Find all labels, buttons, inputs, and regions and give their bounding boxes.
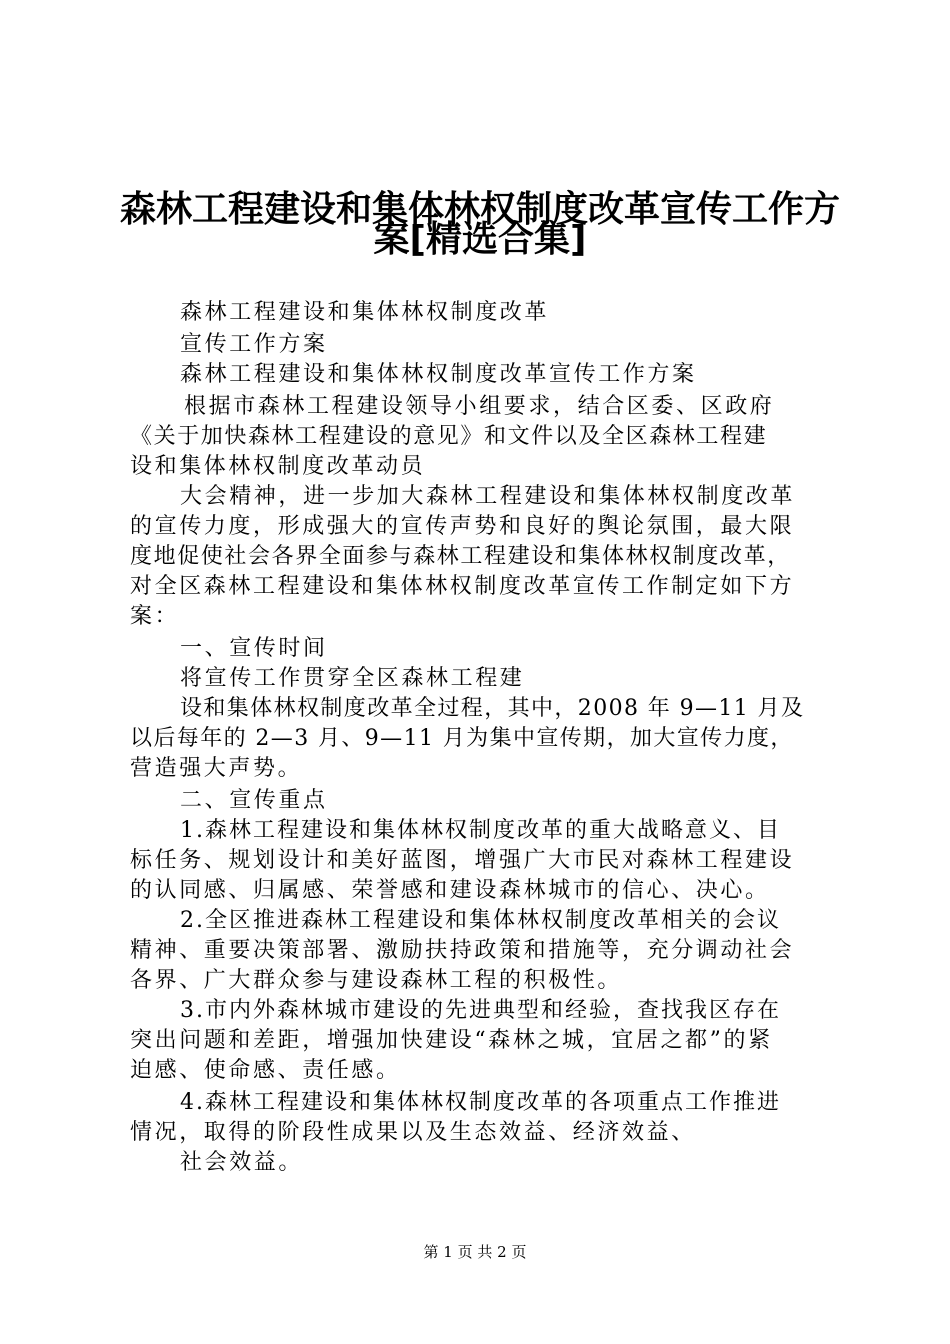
document-title-line-1: 森林工程建设和集体林权制度改革宣传工作方 [120, 189, 841, 230]
body-line: 4.森林工程建设和集体林权制度改革的各项重点工作推进 [180, 1090, 781, 1115]
body-line: 森林工程建设和集体林权制度改革 [180, 300, 550, 325]
body-line: 的认同感、归属感、荣誉感和建设森林城市的信心、决心。 [130, 878, 770, 903]
body-line: 1.森林工程建设和集体林权制度改革的重大战略意义、目 [180, 818, 781, 843]
body-line: 突出问题和差距，增强加快建设“森林之城，宜居之都”的紧 [130, 1028, 773, 1053]
body-line: 对全区森林工程建设和集体林权制度改革宣传工作制定如下方 [130, 574, 795, 599]
body-line: 标任务、规划设计和美好蓝图，增强广大市民对森林工程建设 [130, 848, 795, 873]
body-line: 宣传工作方案 [180, 332, 328, 357]
body-line: 3.市内外森林城市建设的先进典型和经验，查找我区存在 [180, 998, 781, 1023]
body-line: 的宣传力度，形成强大的宣传声势和良好的舆论氛围，最大限 [130, 514, 795, 539]
page-footer: 第 1 页 共 2 页 [423, 1243, 527, 1261]
body-line: 度地促使社会各界全面参与森林工程建设和集体林权制度改革， [130, 544, 791, 569]
body-line: 设和集体林权制度改革动员 [130, 454, 426, 479]
body-line: 迫感、使命感、责任感。 [130, 1058, 401, 1083]
body-line: 将宣传工作贯穿全区森林工程建 [180, 666, 525, 691]
body-line: 营造强大声势。 [130, 756, 303, 781]
body-line: 设和集体林权制度改革全过程，其中，2008 年 9—11 月及 [180, 696, 805, 721]
body-line: 根据市森林工程建设领导小组要求，结合区委、区政府 [184, 394, 775, 419]
body-line: 情况，取得的阶段性成果以及生态效益、经济效益、 [130, 1120, 696, 1145]
body-line: 精神、重要决策部署、激励扶持政策和措施等，充分调动社会 [130, 938, 795, 963]
body-line: 大会精神，进一步加大森林工程建设和集体林权制度改革 [180, 484, 796, 509]
body-line: 社会效益。 [180, 1150, 304, 1175]
body-line: 案： [130, 604, 180, 629]
body-line: 各界、广大群众参与建设森林工程的积极性。 [130, 968, 623, 993]
document-title-line-2: 案[精选合集] [373, 219, 587, 260]
body-line: 2.全区推进森林工程建设和集体林权制度改革相关的会议 [180, 908, 781, 933]
section-heading: 二、宣传重点 [180, 788, 328, 813]
body-line: 森林工程建设和集体林权制度改革宣传工作方案 [180, 362, 697, 387]
section-heading: 一、宣传时间 [180, 636, 328, 661]
body-line: 《关于加快森林工程建设的意见》和文件以及全区森林工程建 [130, 424, 768, 449]
body-line: 以后每年的 2—3 月、9—11 月为集中宣传期，加大宣传力度， [130, 726, 794, 751]
